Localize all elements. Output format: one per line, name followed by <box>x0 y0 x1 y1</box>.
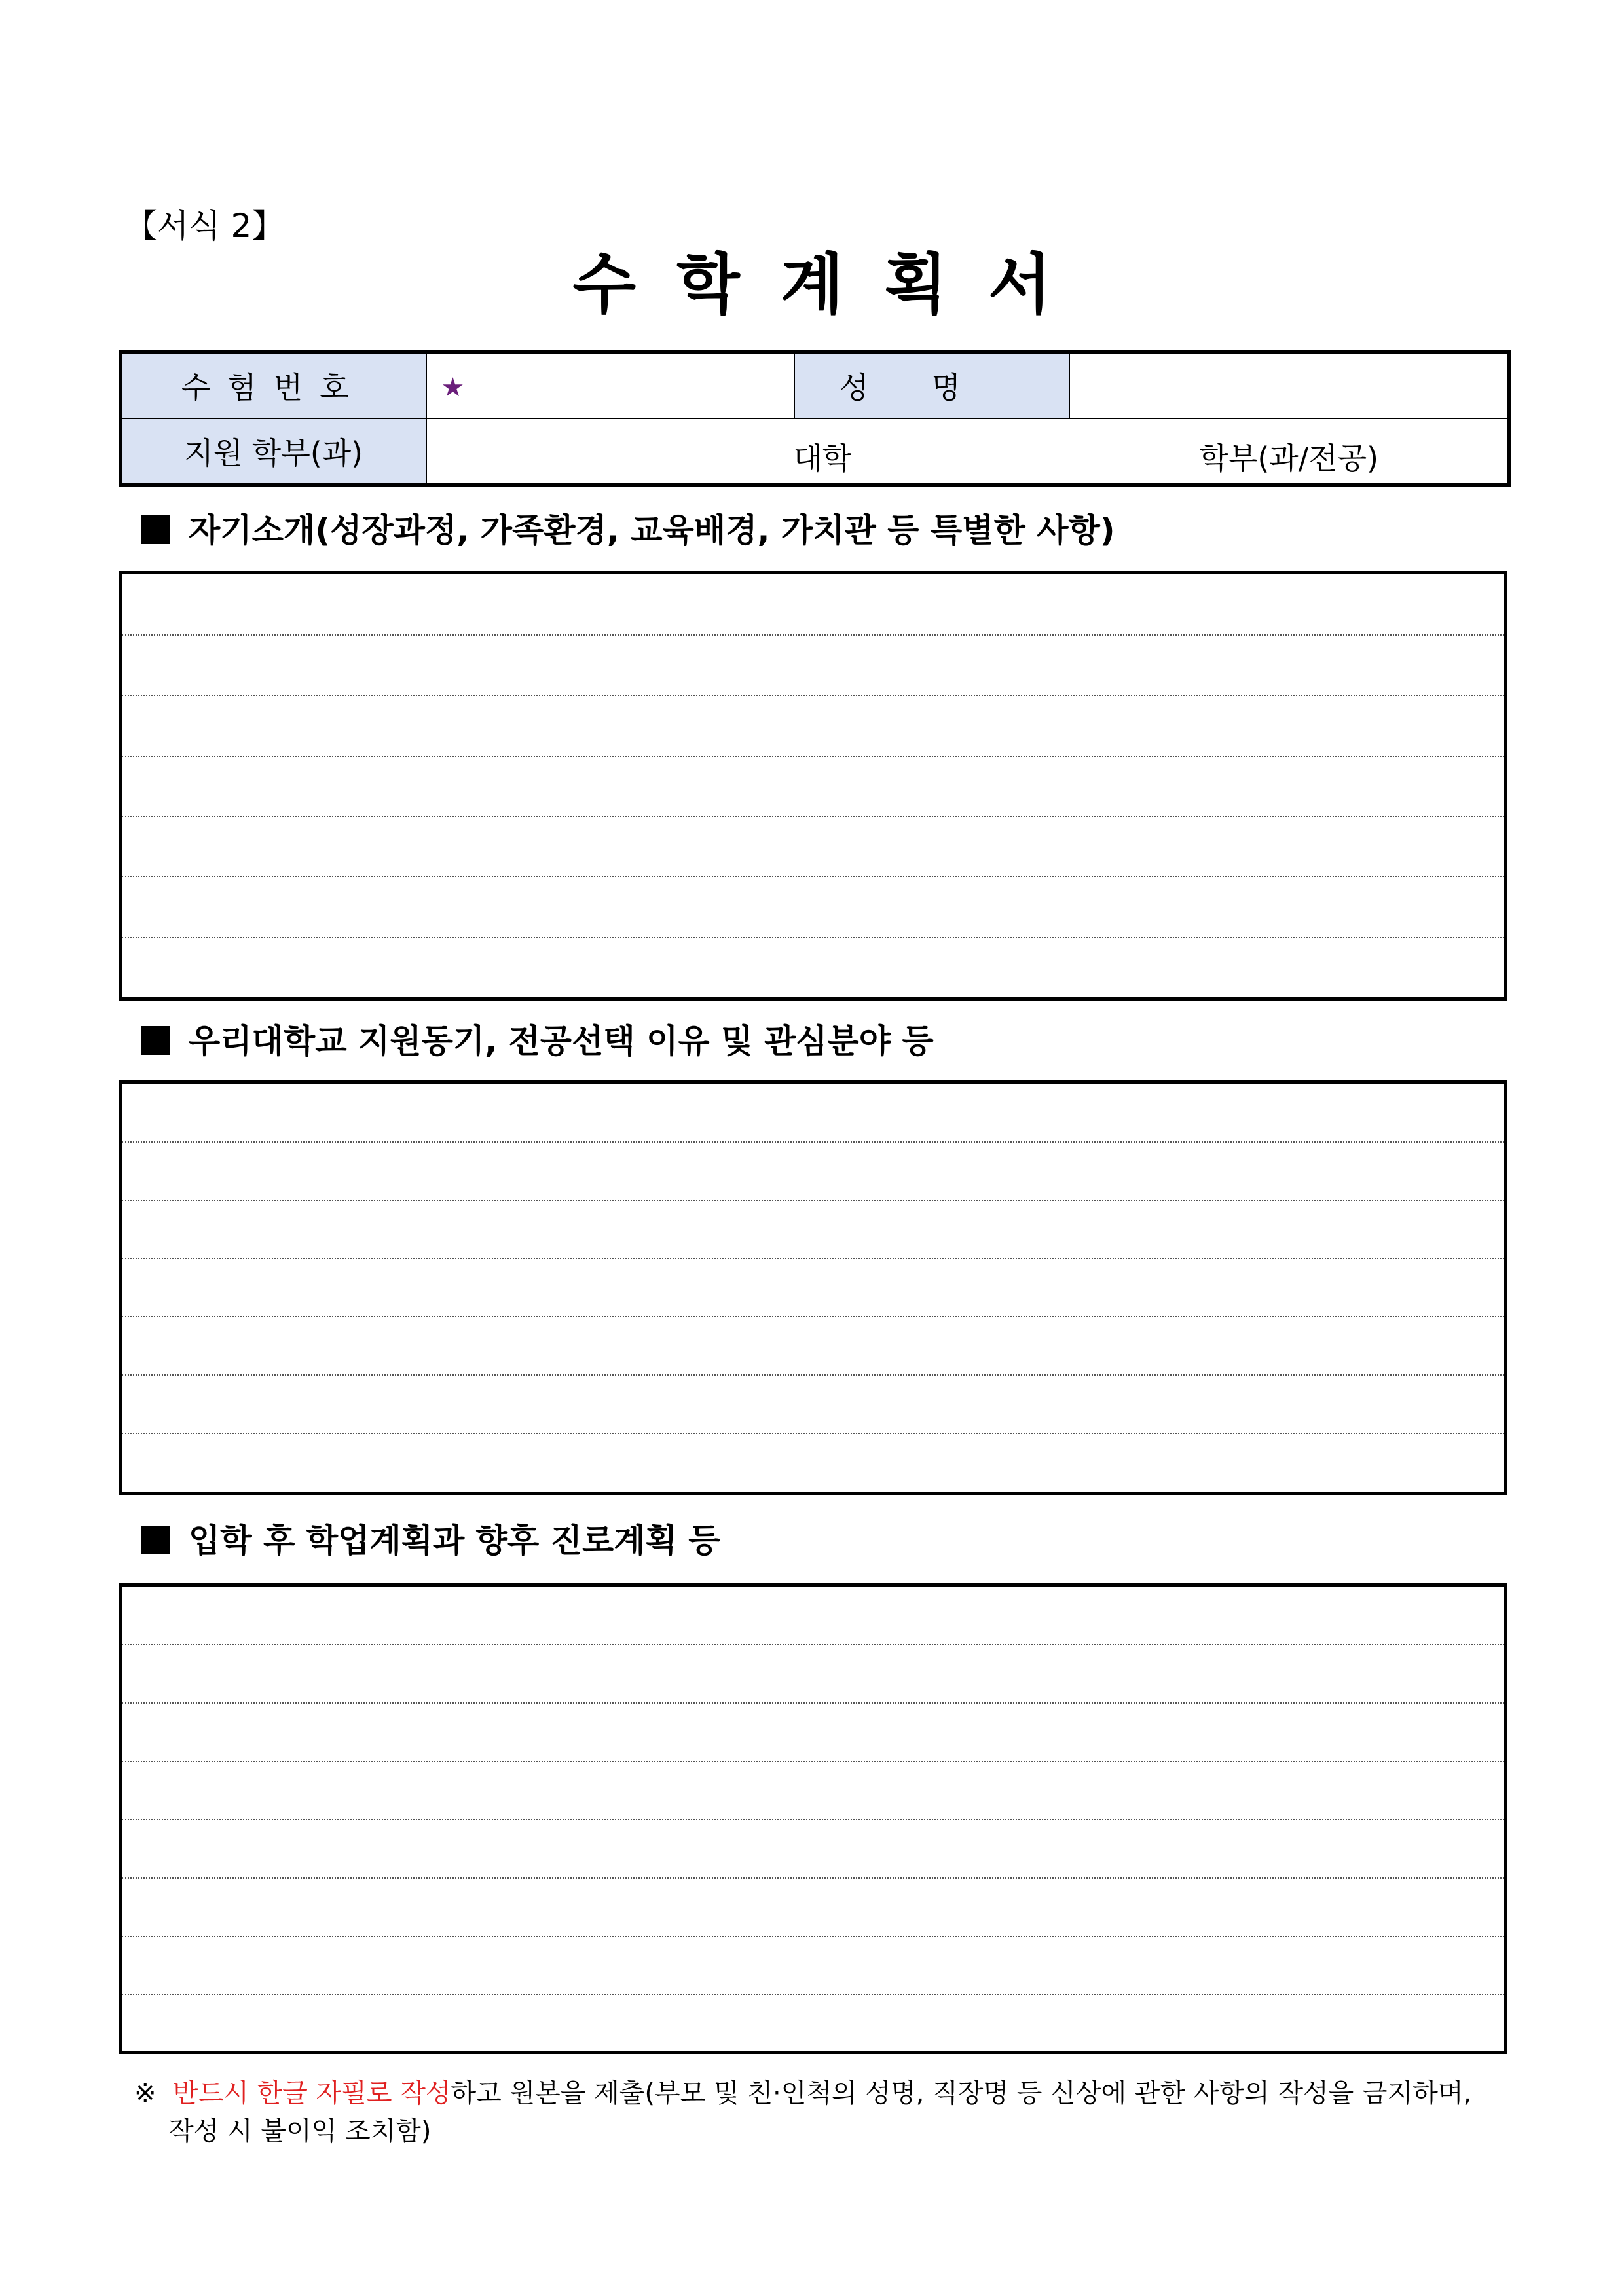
section-heading-text: 자기소개(성장과정, 가족환경, 교육배경, 가치관 등 특별한 사항) <box>189 511 1115 549</box>
document-title: 수학계획서 <box>572 246 1092 323</box>
applicant-info-table <box>119 350 1511 487</box>
notice-body-2: 작성 시 불이익 조치함) <box>168 2116 432 2146</box>
ruled-line <box>122 756 1504 757</box>
department-header <box>120 418 426 485</box>
ruled-line <box>122 1200 1504 1201</box>
ruled-line <box>122 1433 1504 1434</box>
name-header <box>794 352 1069 419</box>
square-bullet-icon <box>141 515 170 544</box>
ruled-line <box>122 876 1504 877</box>
section-heading-text: 우리대학교 지원동기, 전공선택 이유 및 관심분야 등 <box>189 1022 934 1060</box>
motivation-writing-box[interactable] <box>119 1080 1507 1495</box>
reference-mark-icon: ※ <box>134 2078 157 2108</box>
notice-line-1 <box>134 2074 1509 2112</box>
name-label: 성명 <box>840 370 1024 405</box>
ruled-line <box>122 1702 1504 1704</box>
ruled-line <box>122 1761 1504 1762</box>
ruled-line <box>122 1819 1504 1820</box>
department-label: 지원 학부(과) <box>184 435 363 471</box>
ruled-line <box>122 1141 1504 1143</box>
ruled-line <box>122 634 1504 636</box>
notice-body-1: 하고 원본을 제출(부모 및 친·인척의 성명, 직장명 등 신상에 관한 사항의 작성을 금지하며, <box>451 2078 1472 2108</box>
ruled-line <box>122 816 1504 817</box>
section-heading-self-introduction <box>141 507 1115 553</box>
star-icon: ★ <box>441 373 465 403</box>
ruled-line <box>122 1316 1504 1317</box>
self-introduction-writing-box[interactable] <box>119 571 1507 1001</box>
major-suffix: 학부(과/전공) <box>1199 441 1379 476</box>
info-row-2 <box>120 418 1509 485</box>
notice-line-2 <box>134 2112 1509 2150</box>
square-bullet-icon <box>141 1026 170 1055</box>
exam-number-label: 수험번호 <box>181 370 366 405</box>
name-field[interactable] <box>1069 352 1509 419</box>
university-suffix: 대학 <box>793 441 852 476</box>
department-field[interactable] <box>426 418 1509 485</box>
ruled-line <box>122 1994 1504 1995</box>
exam-number-field[interactable] <box>426 352 794 419</box>
notice-highlight: 반드시 한글 자필로 작성 <box>172 2078 451 2108</box>
section-heading-text: 입학 후 학업계획과 향후 진로계획 등 <box>189 1522 720 1560</box>
square-bullet-icon <box>141 1526 170 1554</box>
notice-text <box>134 2074 1509 2150</box>
section-heading-motivation <box>141 1018 934 1064</box>
form-number-label: 【서식 2】 <box>124 207 285 245</box>
ruled-line <box>122 1644 1504 1645</box>
study-plan-writing-box[interactable] <box>119 1583 1507 2054</box>
section-heading-study-plan <box>141 1518 720 1564</box>
ruled-line <box>122 695 1504 696</box>
ruled-line <box>122 937 1504 938</box>
ruled-line <box>122 1877 1504 1879</box>
ruled-line <box>122 1936 1504 1937</box>
ruled-line <box>122 1258 1504 1259</box>
info-row-1 <box>120 352 1509 419</box>
exam-number-header <box>120 352 426 419</box>
ruled-line <box>122 1374 1504 1376</box>
